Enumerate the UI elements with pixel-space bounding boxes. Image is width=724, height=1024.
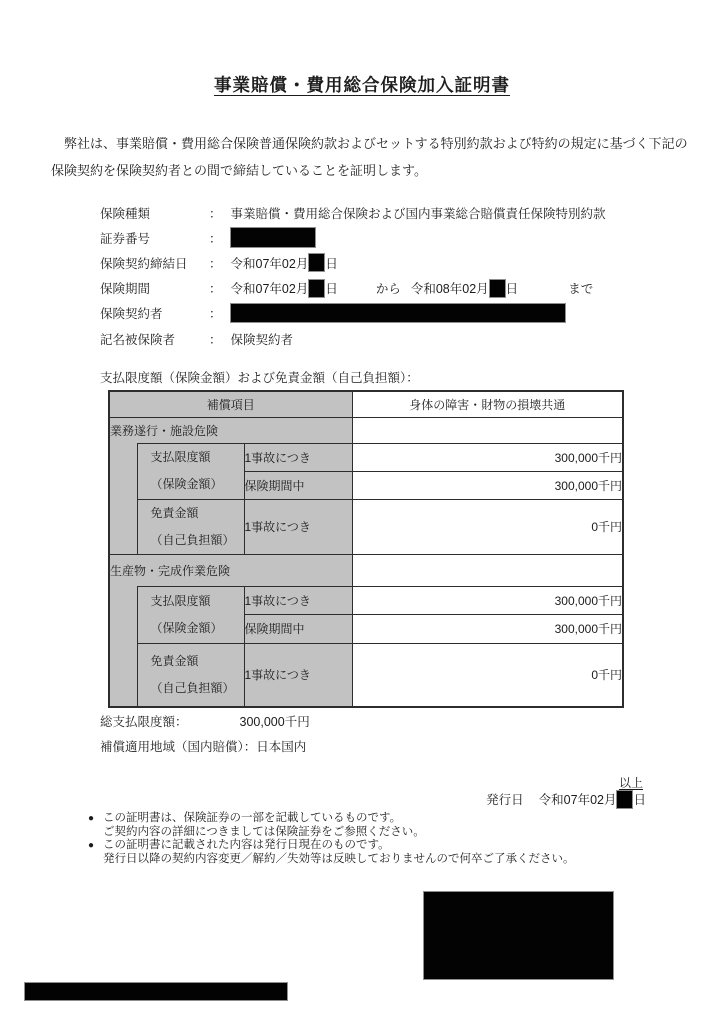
- deductible-label-line2: （自己負担額）: [150, 680, 235, 695]
- redaction-policyholder: [231, 304, 565, 322]
- field-colon: ：: [209, 307, 222, 322]
- note-item: [88, 839, 575, 866]
- redaction-day: [490, 280, 505, 297]
- field-value: 保険契約者: [230, 332, 294, 347]
- field-colon: ：: [209, 332, 222, 347]
- per-accident-value: 300,000千円: [352, 443, 623, 471]
- page-title: [0, 72, 724, 97]
- field-label: 保険契約締結日: [100, 256, 188, 271]
- deductible-per-accident-cell: 1事故につき: [244, 643, 352, 707]
- field-insurance-type: [100, 200, 606, 225]
- bullet-icon: ●: [88, 840, 95, 851]
- redaction-day: [309, 280, 324, 297]
- intro-line-1: 弊社は、事業賠償・費用総合保険普通保険約款およびセットする特別約款および特約の規定に基づく下記の: [64, 136, 688, 151]
- indent-strip: [109, 443, 137, 554]
- field-colon: ：: [209, 206, 222, 221]
- issue-date-prefix: 令和07年02月: [538, 793, 617, 807]
- period-from-prefix: 令和07年02月: [230, 282, 309, 297]
- deductible-label-cell: [137, 499, 244, 554]
- coverage-table: [108, 390, 624, 708]
- section-2-name: 生産物・完成作業危険: [109, 554, 352, 586]
- limit-label-line2: （保険金額）: [150, 477, 223, 491]
- redaction-day: [617, 791, 632, 808]
- note-item: [88, 812, 575, 839]
- field-colon: ：: [209, 256, 222, 271]
- field-label: 保険契約者: [100, 307, 163, 322]
- redaction-bar-bottom-left: [25, 983, 287, 1000]
- deductible-value: 0千円: [352, 499, 623, 554]
- contract-date-prefix: 令和07年02月: [230, 256, 309, 271]
- per-period-value: 300,000千円: [352, 614, 623, 643]
- contract-date-suffix: 日: [325, 256, 338, 271]
- issue-date-line: [486, 790, 646, 808]
- section-1-header-blank: [352, 417, 623, 443]
- per-period-value: 300,000千円: [352, 471, 623, 499]
- per-accident-cell: 1事故につき: [244, 443, 352, 471]
- note-1-line1: この証明書は、保険証券の一部を記載しているものです。: [103, 812, 402, 824]
- field-colon: ：: [209, 282, 222, 297]
- limit-label-line1: 支払限度額: [150, 450, 211, 464]
- field-label: 記名被保険者: [100, 332, 176, 347]
- redaction-policy-number: [231, 228, 315, 247]
- table-header-coverage-item: 補償項目: [109, 391, 352, 417]
- limit-label-cell: [137, 443, 244, 499]
- field-value: 事業賠償・費用総合保険および国内事業総合賠償責任保険特別約款: [230, 206, 606, 221]
- per-period-cell: 保険期間中: [244, 471, 352, 499]
- page-title-text: 事業賠償・費用総合保険加入証明書: [214, 75, 510, 95]
- per-accident-value: 300,000千円: [352, 586, 623, 614]
- limit-label-line2: （保険金額）: [150, 620, 223, 635]
- period-connector: から: [375, 282, 401, 297]
- intro-paragraph: [51, 130, 688, 184]
- policy-fields: [100, 200, 606, 351]
- period-from-suffix: 日: [325, 282, 338, 297]
- field-colon: ：: [209, 231, 222, 246]
- deductible-value: 0千円: [352, 643, 623, 707]
- note-2-line2: 発行日以降の契約内容変更／解約／失効等は反映しておりませんので何卒ご了承ください。: [103, 852, 575, 865]
- period-to-suffix: 日: [505, 282, 519, 297]
- field-contract-date: [100, 250, 606, 275]
- coverage-region-line: 補償適用地域（国内賠償）：日本国内: [100, 740, 307, 754]
- total-limit-line: [100, 712, 310, 730]
- bullet-icon: ●: [88, 813, 95, 824]
- issue-date-suffix: 日: [633, 793, 646, 807]
- field-label: 証券番号: [100, 231, 151, 246]
- total-limit-label: 総支払限度額：: [100, 715, 188, 729]
- limits-heading: 支払限度額（保険金額）および免責金額（自己負担額）：: [100, 371, 419, 385]
- period-terminator: まで: [568, 282, 594, 297]
- redaction-day: [309, 254, 324, 271]
- per-period-cell: 保険期間中: [244, 614, 352, 643]
- deductible-label-line2: （自己負担額）: [150, 532, 235, 547]
- limit-label-cell: [137, 586, 244, 643]
- note-1-line2: ご契約内容の詳細につきましては保険証券をご参照ください。: [103, 825, 425, 838]
- redaction-block-bottom-right: [424, 892, 613, 979]
- deductible-label-line1: 免責金額: [150, 653, 199, 668]
- per-accident-cell: 1事故につき: [244, 586, 352, 614]
- indent-strip: [109, 586, 137, 707]
- closing-ijo: 以上: [618, 776, 643, 790]
- section-2-header-blank: [352, 554, 623, 586]
- field-policy-number: [100, 225, 606, 250]
- deductible-label-line1: 免責金額: [150, 505, 199, 520]
- field-policyholder: [100, 301, 606, 326]
- field-insurance-period: [100, 276, 606, 301]
- note-2-line1: この証明書に記載された内容は発行日現在のものです。: [103, 839, 390, 851]
- section-1-name: 業務遂行・施設危険: [109, 417, 352, 443]
- limit-label-line1: 支払限度額: [150, 593, 211, 608]
- notes-list: [88, 812, 575, 866]
- table-header-common-damage: 身体の障害・財物の損壊共通: [352, 391, 623, 417]
- field-label: 保険期間: [100, 282, 151, 297]
- total-limit-value: 300,000千円: [239, 715, 310, 729]
- field-named-insured: [100, 326, 606, 351]
- issue-date-label: 発行日: [486, 793, 524, 807]
- period-to-prefix: 令和08年02月: [410, 282, 489, 297]
- field-label: 保険種類: [100, 206, 151, 221]
- intro-line-2: 保険契約を保険契約者との間で締結していることを証明します。: [51, 163, 427, 178]
- deductible-label-cell: [137, 643, 244, 707]
- deductible-per-accident-cell: 1事故につき: [244, 499, 352, 554]
